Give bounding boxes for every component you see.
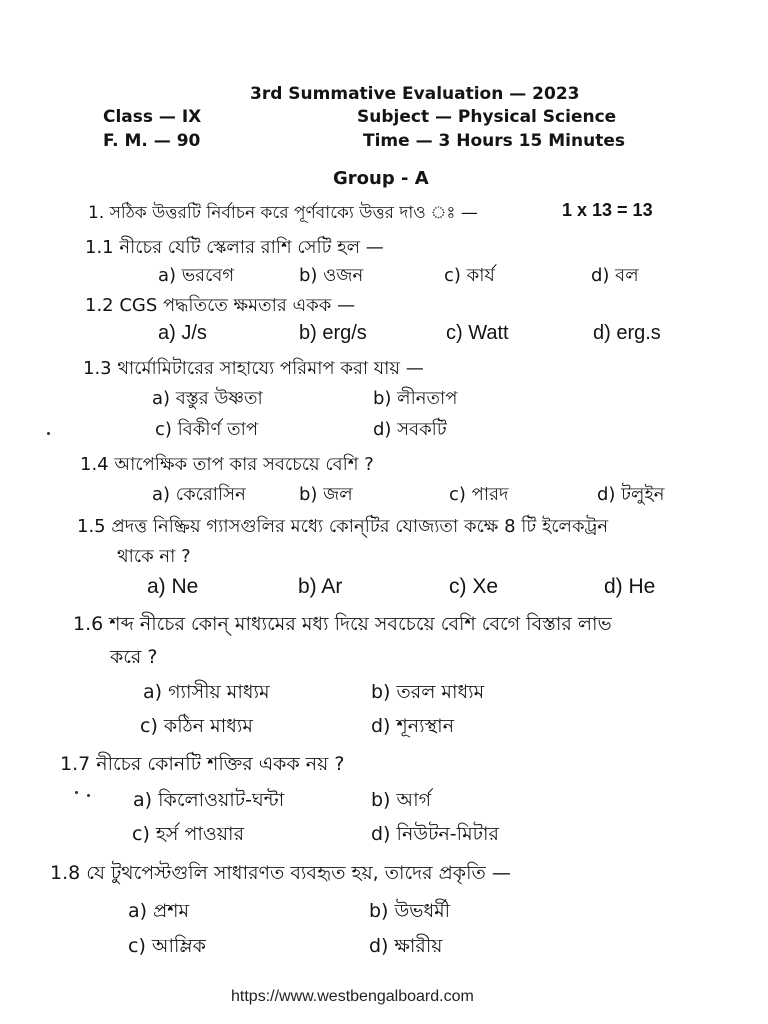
question-1-3: 1.3 থার্মোমিটারের সাহায্যে পরিমাপ করা যায় —	[83, 358, 424, 379]
group-title: Group - A	[333, 168, 429, 189]
option-1-2-b: b) erg/s	[299, 322, 367, 344]
option-1-3-a: a) বস্তুর উষ্ণতা	[152, 388, 263, 409]
question-1-2: 1.2 CGS পদ্ধতিতে ক্ষমতার একক —	[85, 295, 356, 316]
option-1-2-a: a) J/s	[158, 322, 207, 344]
scan-speck	[87, 794, 90, 797]
option-1-2-c: c) Watt	[446, 322, 509, 344]
option-1-7-a: a) কিলোওয়াট-ঘন্টা	[133, 789, 285, 811]
option-1-3-d: d) সবকটি	[373, 419, 447, 440]
option-1-1-a: a) ভরবেগ	[158, 265, 235, 286]
question-1-4: 1.4 আপেক্ষিক তাপ কার সবচেয়ে বেশি ?	[80, 454, 374, 475]
option-1-5-b: b) Ar	[298, 575, 343, 598]
option-1-8-d: d) ক্ষারীয়	[369, 935, 443, 957]
option-1-4-a: a) কেরোসিন	[152, 484, 246, 505]
scan-speck	[47, 432, 50, 435]
scan-speck	[75, 791, 78, 794]
question-1-6: 1.6 শব্দ নীচের কোন্‌ মাধ্যমের মধ্য দিয়ে সবচেয়ে বেশি বেগে বিস্তার লাভ	[73, 613, 612, 635]
option-1-1-b: b) ওজন	[299, 265, 364, 286]
full-marks-label: F. M. — 90	[103, 131, 201, 151]
option-1-4-d: d) টলুইন	[597, 484, 665, 505]
option-1-4-b: b) জল	[299, 484, 353, 505]
option-1-7-b: b) আর্গ	[371, 789, 432, 811]
question-1-5-cont: থাকে না ?	[117, 546, 191, 567]
group-instruction: 1. সঠিক উত্তরটি নির্বাচন করে পূর্ণবাক্যে উত্তর দাও ঃ —	[88, 203, 478, 223]
question-1-7: 1.7 নীচের কোনটি শক্তির একক নয় ?	[60, 753, 345, 775]
option-1-5-d: d) He	[604, 575, 656, 598]
option-1-5-a: a) Ne	[147, 575, 199, 598]
option-1-8-c: c) আম্লিক	[128, 935, 206, 957]
option-1-6-c: c) কঠিন মাধ্যম	[140, 715, 253, 737]
option-1-1-c: c) কার্য	[444, 265, 495, 286]
option-1-6-d: d) শূন্যস্থান	[371, 715, 455, 737]
question-1-6-cont: করে ?	[110, 646, 158, 668]
question-1-8: 1.8 যে টুথপেস্টগুলি সাধারণত ব্যবহৃত হয়, তাদের প্রকৃতি —	[50, 862, 511, 884]
exam-title: 3rd Summative Evaluation — 2023	[250, 84, 580, 104]
option-1-5-c: c) Xe	[449, 575, 499, 598]
class-label: Class — IX	[103, 107, 202, 127]
marks-allocation: 1 x 13 = 13	[562, 200, 653, 220]
question-1-1: 1.1 নীচের যেটি স্কেলার রাশি সেটি হল —	[85, 237, 384, 258]
question-1-5: 1.5 প্রদত্ত নিষ্ক্রিয় গ্যাসগুলির মধ্যে কোন্‌টির যোজ্যতা কক্ষে 8 টি ইলেকট্রন	[77, 516, 609, 537]
option-1-6-a: a) গ্যাসীয় মাধ্যম	[143, 681, 270, 703]
option-1-4-c: c) পারদ	[449, 484, 509, 505]
option-1-1-d: d) বল	[591, 265, 639, 286]
option-1-8-b: b) উভধর্মী	[369, 900, 451, 922]
option-1-6-b: b) তরল মাধ্যম	[371, 681, 485, 703]
subject-label: Subject — Physical Science	[357, 107, 617, 127]
option-1-8-a: a) প্রশম	[128, 900, 190, 922]
option-1-3-c: c) বিকীর্ণ তাপ	[155, 419, 259, 440]
time-label: Time — 3 Hours 15 Minutes	[363, 131, 625, 151]
option-1-2-d: d) erg.s	[593, 322, 661, 344]
option-1-7-c: c) হর্স পাওয়ার	[132, 823, 245, 845]
option-1-7-d: d) নিউটন-মিটার	[371, 823, 499, 845]
footer-url[interactable]: https://www.westbengalboard.com	[231, 988, 474, 1005]
option-1-3-b: b) লীনতাপ	[373, 388, 458, 409]
